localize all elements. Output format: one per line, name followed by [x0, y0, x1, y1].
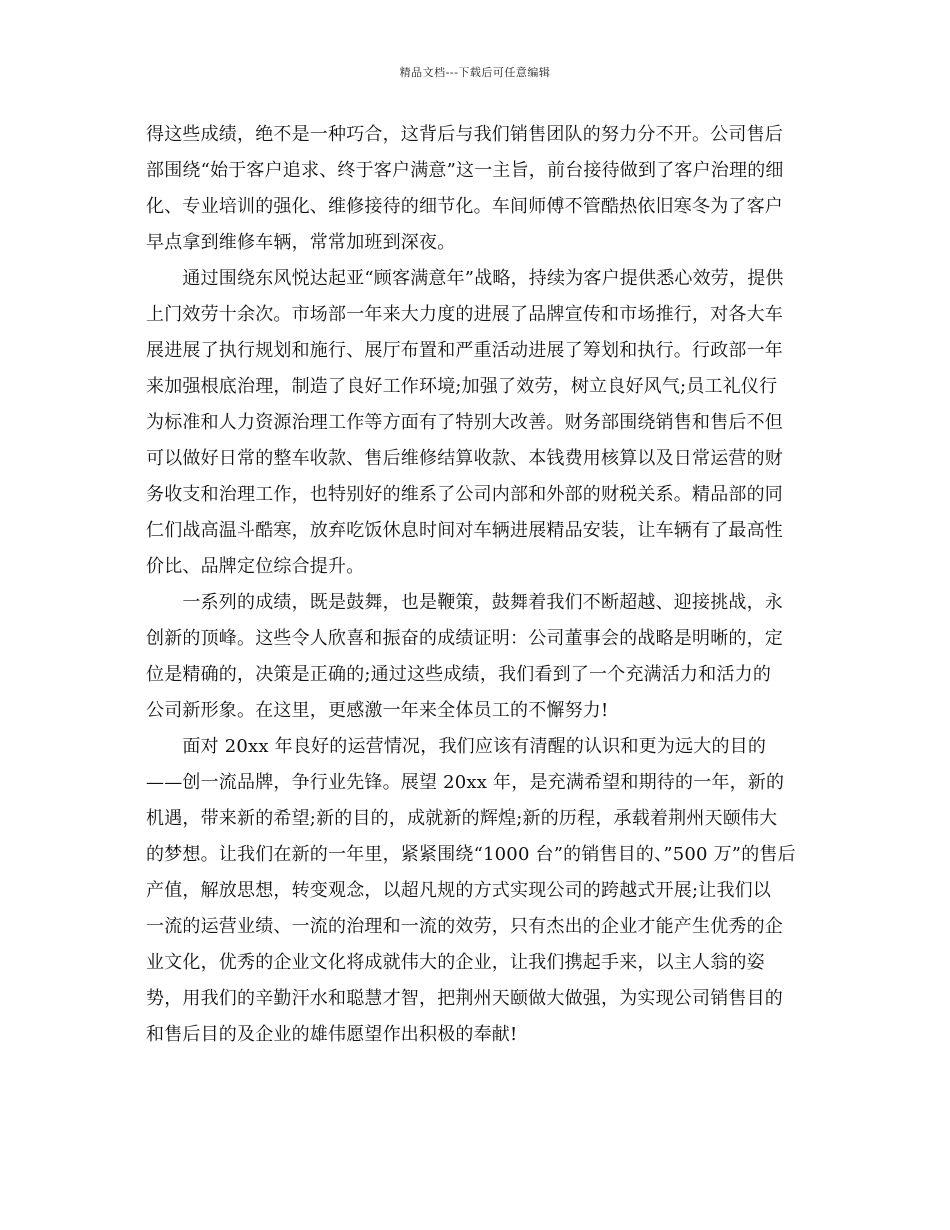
text-line: 务收支和治理工作，也特别好的维系了公司内部和外部的财税关系。精品部的同	[146, 484, 783, 505]
text-line: 公司新形象。在这里，更感激一年来全体员工的不懈努力!	[146, 700, 609, 721]
paragraph-start-line: 通过围绕东风悦达起亚“顾客满意年”战略，持续为客户提供悉心效劳，提供	[146, 268, 784, 289]
text-line: 价比、品牌定位综合提升。	[146, 556, 365, 577]
text-line: ——创一流品牌，争行业先锋。展望 20xx 年，是充满希望和期待的一年，新的	[146, 772, 785, 793]
text-line: 可以做好日常的整车收款、售后维修结算收款、本钱费用核算以及日常运营的财	[146, 448, 783, 469]
text-line: 上门效劳十余次。市场部一年来大力度的进展了品牌宣传和市场推行，对各大车	[146, 304, 783, 325]
text-line: 来加强根底治理，制造了良好工作环境;加强了效劳，树立良好风气;员工礼仪行	[146, 376, 778, 397]
text-line: 展进展了执行规划和施行、展厅布置和严重活动进展了筹划和执行。行政部一年	[146, 340, 783, 361]
text-line: 的梦想。让我们在新的一年里，紧紧围绕“1000 台”的销售目的、”500 万”的售后	[146, 844, 796, 865]
text-line: 机遇，带来新的希望;新的目的，成就新的辉煌;新的历程，承载着荆州天颐伟大	[146, 808, 778, 829]
text-line: 创新的顶峰。这些令人欣喜和振奋的成绩证明：公司董事会的战略是明晰的，定	[146, 628, 783, 649]
text-line: 位是精确的，决策是正确的;通过这些成绩，我们看到了一个充满活力和活力的	[146, 664, 772, 685]
paragraph-start-line: 一系列的成绩，既是鼓舞，也是鞭策，鼓舞着我们不断超越、迎接挑战，永	[146, 592, 783, 613]
text-line: 得这些成绩，绝不是一种巧合，这背后与我们销售团队的努力分不开。公司售后	[146, 124, 783, 145]
text-line: 一流的运营业绩、一流的治理和一流的效劳，只有杰出的企业才能产生优秀的企	[146, 916, 783, 937]
text-line: 和售后目的及企业的雄伟愿望作出积极的奉献!	[146, 1024, 518, 1045]
text-line: 产值，解放思想，转变观念，以超凡规的方式实现公司的跨越式开展;让我们以	[146, 880, 772, 901]
text-line: 化、专业培训的强化、维修接待的细节化。车间师傅不管酷热依旧寒冬为了客户	[146, 196, 783, 217]
page-header: 精品文档---下载后可任意编辑	[399, 66, 551, 79]
document-body	[146, 117, 804, 1053]
text-line: 为标准和人力资源治理工作等方面有了特别大改善。财务部围绕销售和售后不但	[146, 412, 783, 433]
text-line: 业文化，优秀的企业文化将成就伟大的企业，让我们携起手来，以主人翁的姿	[146, 952, 765, 973]
text-line: 部围绕“始于客户追求、终于客户满意”这一主旨，前台接待做到了客户治理的细	[146, 160, 784, 181]
paragraph-start-line: 面对 20xx 年良好的运营情况，我们应该有清醒的认识和更为远大的目的	[146, 736, 767, 757]
text-line: 早点拿到维修车辆，常常加班到深夜。	[146, 232, 456, 253]
text-line: 仁们战高温斗酷寒，放弃吃饭休息时间对车辆进展精品安装，让车辆有了最高性	[146, 520, 783, 541]
text-line: 势，用我们的辛勤汗水和聪慧才智，把荆州天颐做大做强，为实现公司销售目的	[146, 988, 783, 1009]
